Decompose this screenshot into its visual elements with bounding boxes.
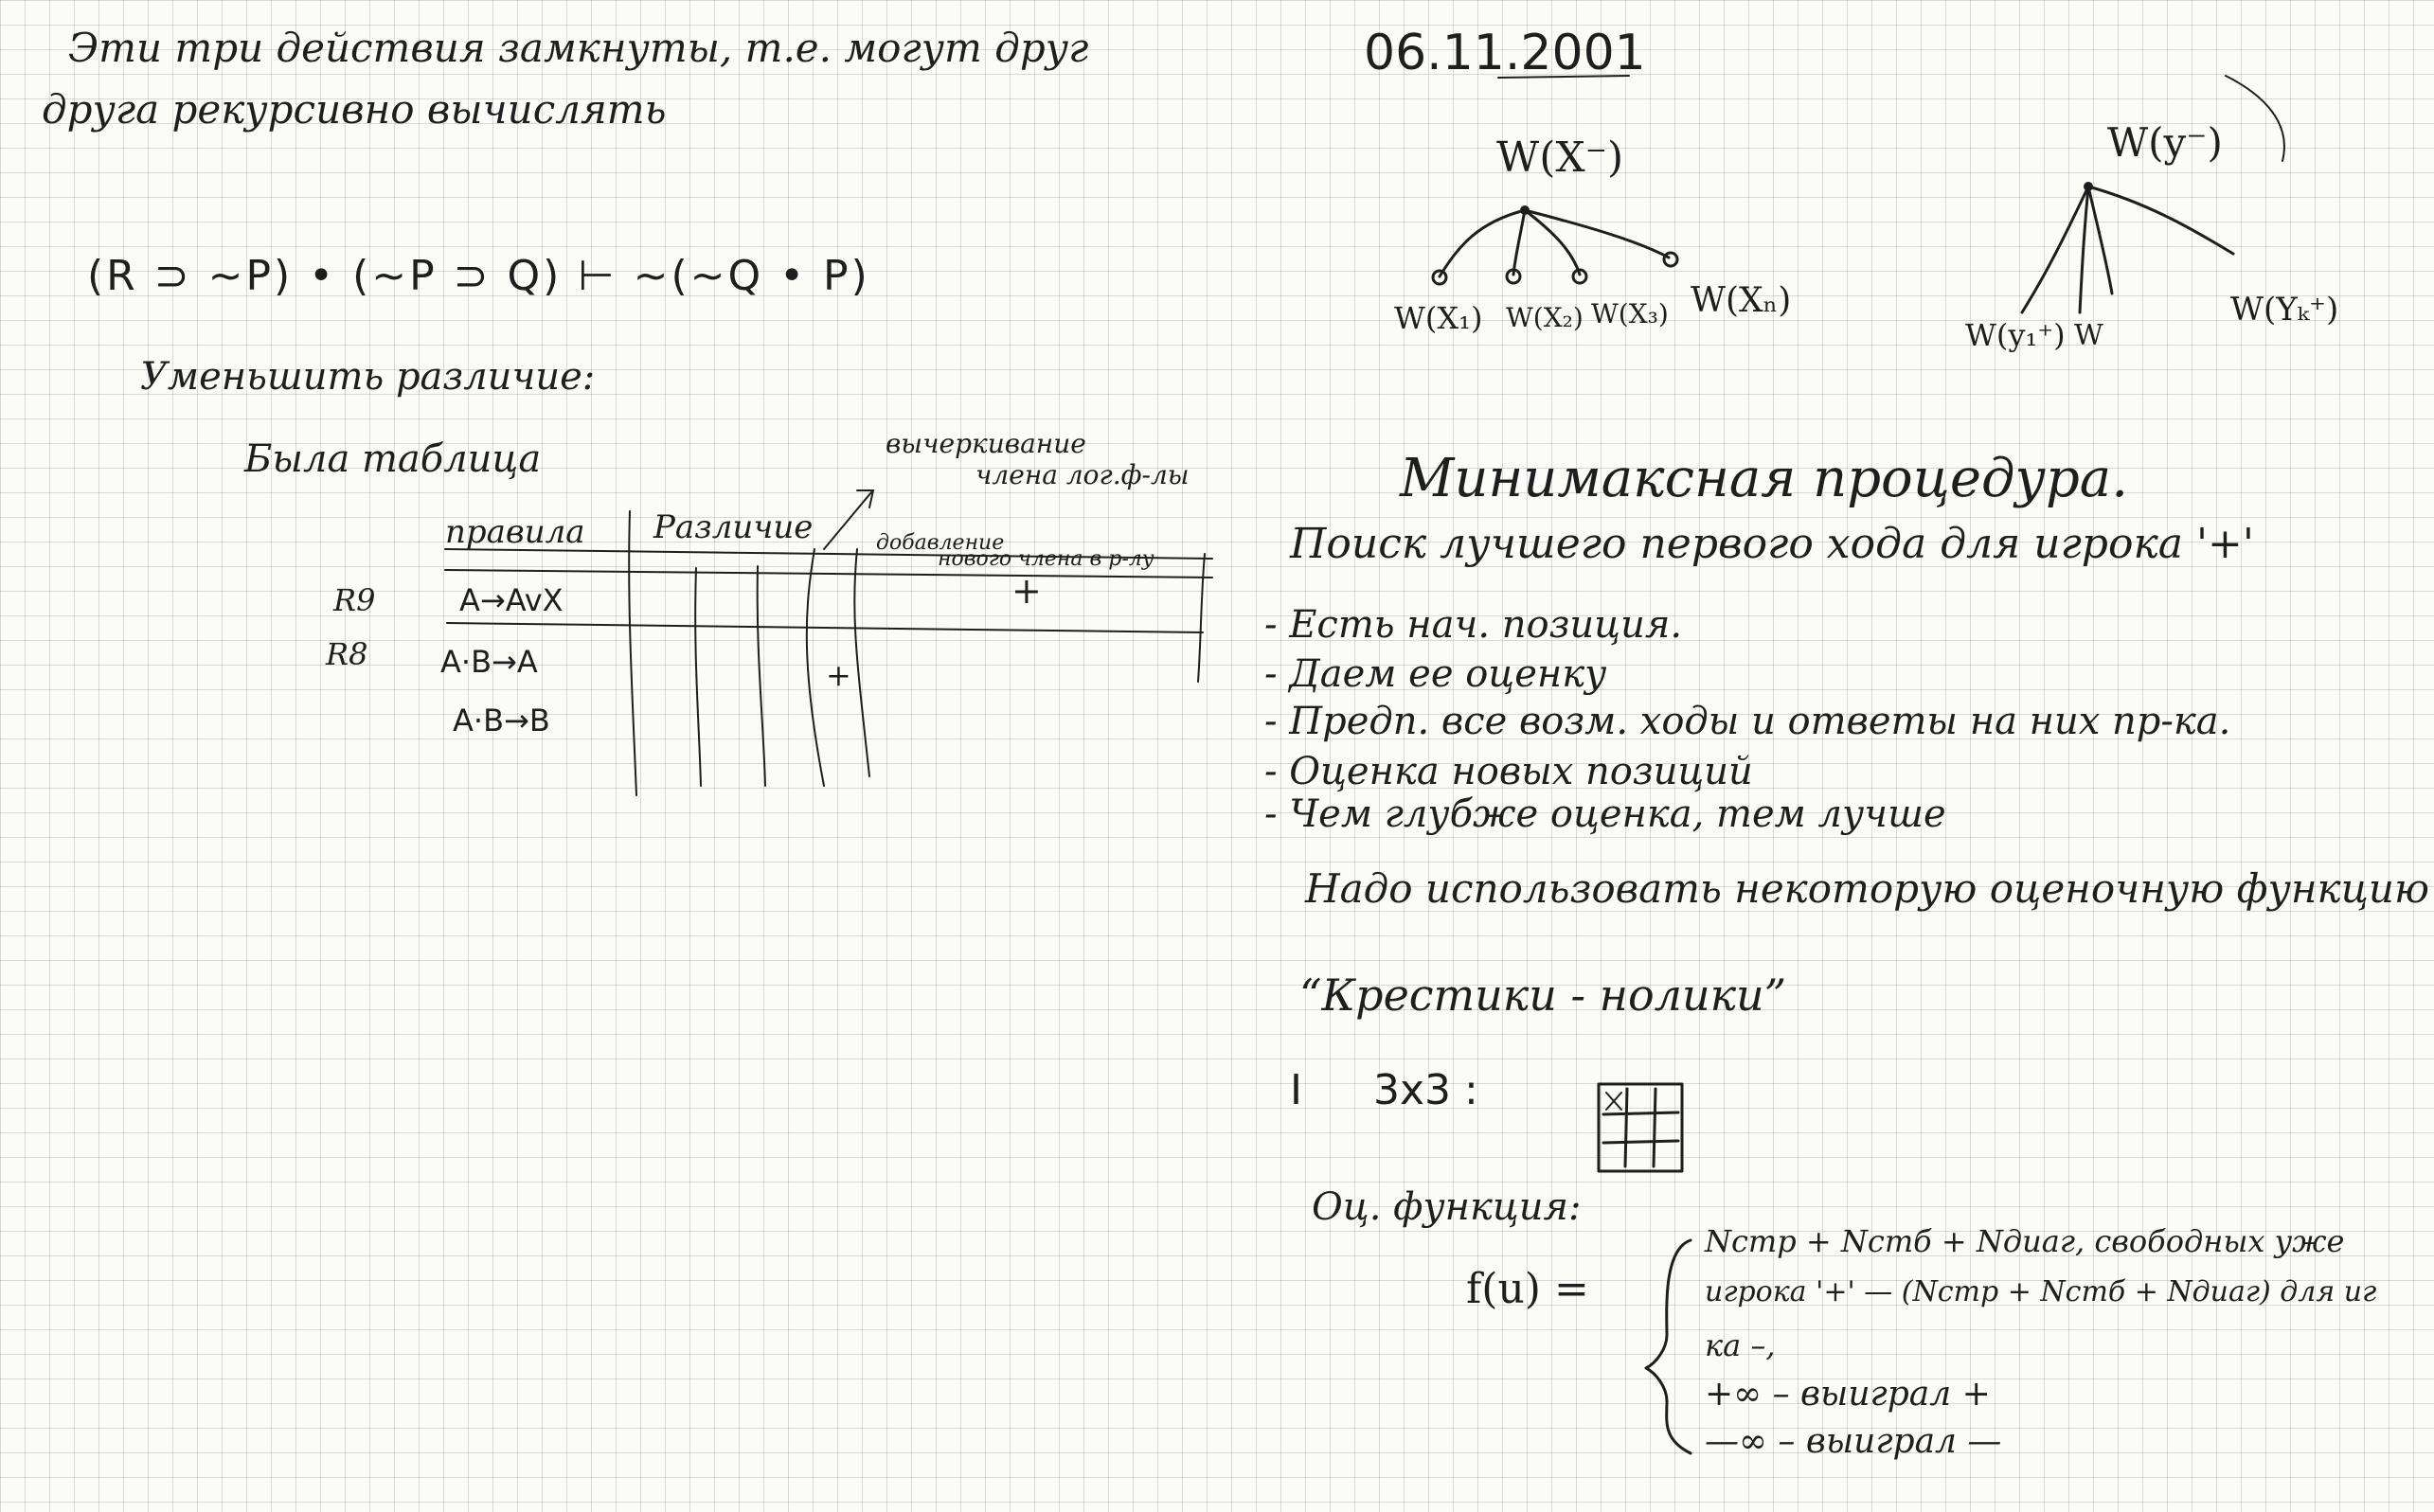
arrow-note-line-2: члена лог.ф-лы	[975, 459, 1190, 490]
f-lhs: f(u) =	[1466, 1265, 1589, 1313]
tree-x-edge-3	[1525, 210, 1580, 275]
tree-y-child-2: W	[2074, 319, 2103, 352]
case-3: ка –,	[1705, 1327, 1776, 1363]
tree-x-edge-1	[1440, 210, 1525, 276]
cases-brace	[1646, 1240, 1691, 1453]
tree-x-edge-2	[1513, 210, 1525, 275]
table-line-row	[447, 623, 1203, 632]
tree-x-edge-4	[1525, 210, 1669, 258]
table-header-add-1: добавление	[876, 531, 1005, 555]
tree-y-child-1: W(y₁⁺)	[1965, 317, 2066, 353]
arrow-line	[824, 492, 871, 549]
table-col-4	[807, 549, 824, 786]
search-line: Поиск лучшего первого хода для игрока '+'	[1290, 520, 2255, 568]
intro-line-2: друга рекурсивно вычислять	[42, 86, 667, 133]
table-header-add-2: нового члена в р-лу	[938, 547, 1154, 571]
tictactoe-h2	[1603, 1141, 1678, 1143]
table-header-diff: Различие	[653, 508, 814, 546]
eval-label: Оц. функция:	[1312, 1185, 1582, 1229]
rule-1: A→AvX	[459, 582, 564, 618]
bullet-4: - Оценка новых позиций	[1264, 750, 1753, 793]
intro-line-1: Эти три действия замкнуты, т.е. могут друг	[68, 25, 1089, 71]
bullet-1: - Есть нач. позиция.	[1264, 603, 1683, 647]
table-col-3	[758, 566, 765, 786]
table-mark-1: +	[1011, 570, 1042, 612]
table-mark-2: +	[826, 657, 851, 693]
case-5: —∞ – выиграл —	[1705, 1422, 2002, 1461]
table-col-1	[629, 511, 636, 795]
table-header-rules: правила	[445, 513, 585, 551]
board-size: 3x3 :	[1373, 1066, 1478, 1114]
table-col-right	[1198, 554, 1205, 682]
tree-y-root: W(y⁻)	[2107, 119, 2223, 166]
case-4: +∞ – выиграл +	[1705, 1375, 1991, 1414]
need-line: Надо использовать некоторую оценочную функцию	[1305, 865, 2429, 912]
tree-x-child-4: W(Xₙ)	[1691, 281, 1792, 320]
table-line-header	[445, 570, 1212, 578]
tree-x-root: W(X⁻)	[1496, 133, 1624, 182]
tree-y-edge-3	[2088, 187, 2112, 294]
bullet-3: - Предп. все возм. ходы и ответы на них пр-ка.	[1264, 700, 2231, 743]
quoted-game: “Крестики - нолики”	[1299, 969, 1787, 1021]
tree-x-child-2: W(X₂)	[1506, 302, 1584, 333]
tictactoe-h1	[1603, 1112, 1678, 1114]
tictactoe-v1	[1625, 1089, 1627, 1166]
bullet-5: - Чем глубже оценка, тем лучше	[1264, 792, 1946, 836]
roman-one: I	[1290, 1066, 1302, 1114]
table-caption: Была таблица	[244, 437, 542, 481]
arrow-note-line-1: вычеркивание	[886, 428, 1086, 459]
tictactoe-x-mark	[1606, 1093, 1621, 1110]
tree-y-scribble	[2226, 76, 2284, 161]
case-2: игрока '+' — (Nстр + Nстб + Nдиаг) для иг	[1705, 1275, 2377, 1308]
row-label-r8: R8	[326, 636, 368, 672]
bullet-2: - Даем ее оценку	[1264, 652, 1607, 696]
rule-2: A·B→A	[440, 644, 538, 680]
tree-x-child-3: W(X₃)	[1591, 298, 1669, 329]
tree-x-child-1: W(X₁)	[1394, 300, 1483, 336]
table-col-2	[695, 568, 701, 786]
date: 06.11.2001	[1364, 25, 1646, 81]
tree-y-edge-2	[2080, 187, 2088, 312]
rule-3: A·B→B	[453, 703, 550, 738]
row-label-r9: R9	[333, 582, 376, 618]
formula: (R ⊃ ~P) • (~P ⊃ Q) ⊢ ~(~Q • P)	[87, 252, 870, 300]
tictactoe-v2	[1654, 1089, 1655, 1166]
tree-y-child-3: W(Yₖ⁺)	[2230, 291, 2339, 329]
tree-y-edge-1	[2022, 187, 2088, 312]
tree-y-edge-4	[2088, 187, 2233, 254]
reduce-difference: Уменьшить различие:	[140, 355, 596, 399]
minimax-title: Минимаксная процедура.	[1400, 448, 2128, 509]
case-1: Nстр + Nстб + Nдиаг, свободных уже	[1705, 1223, 2345, 1259]
table-col-5	[854, 549, 869, 776]
tree-x-node-4	[1664, 253, 1677, 266]
